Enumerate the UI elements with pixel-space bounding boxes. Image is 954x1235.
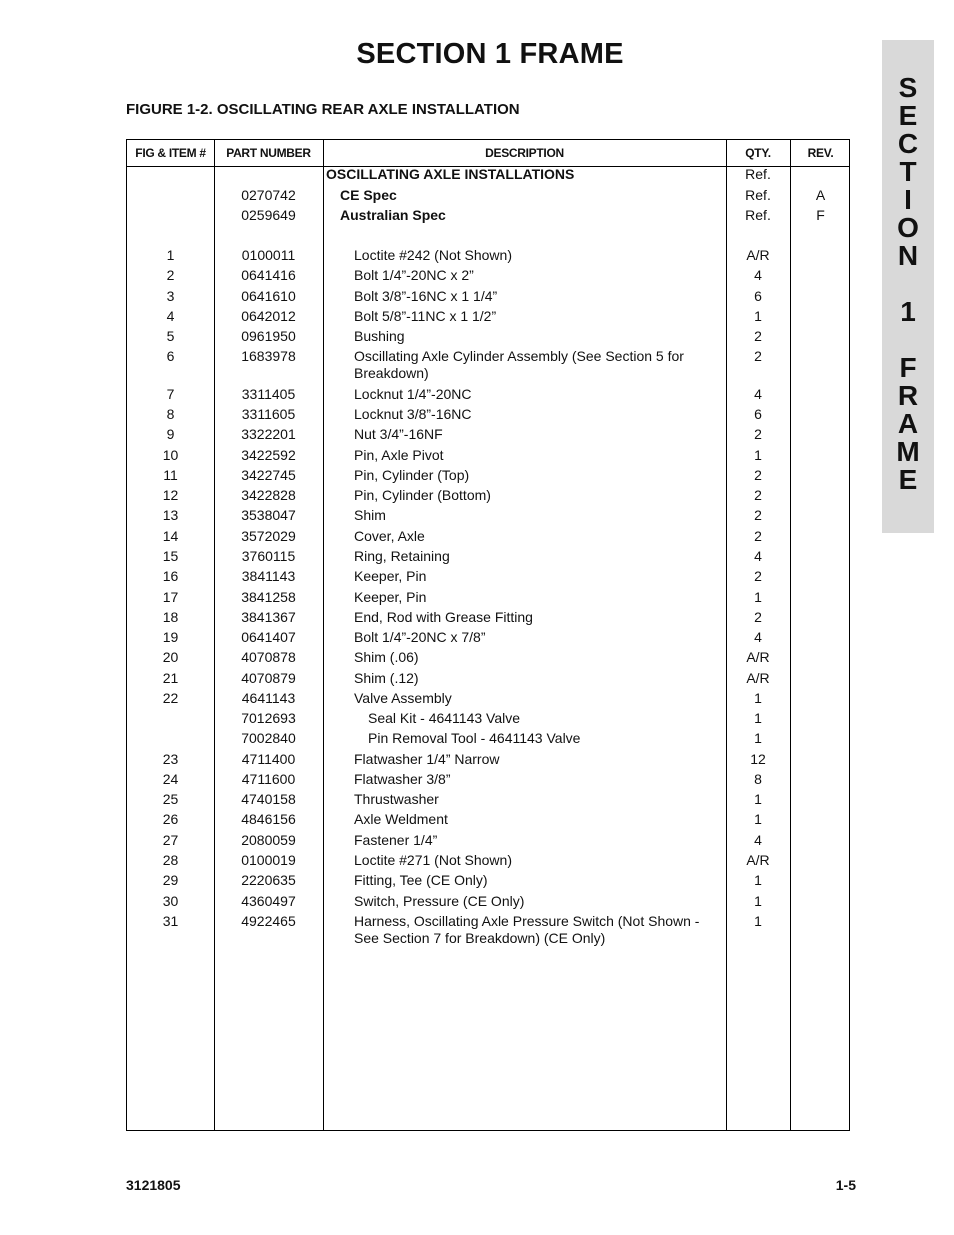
qty-cell: 1 xyxy=(754,710,762,726)
side-tab-letter: N xyxy=(897,240,919,271)
description-cell: Bushing xyxy=(354,328,405,344)
fig-item-cell: 12 xyxy=(162,487,179,503)
part-number-cell: 0641416 xyxy=(241,267,296,283)
fig-item-cell: 3 xyxy=(166,288,175,304)
description-cell: Loctite #271 (Not Shown) xyxy=(354,852,512,868)
description-cell: Bolt 5/8”-11NC x 1 1/2” xyxy=(354,308,497,324)
side-tab-letter: E xyxy=(898,100,918,131)
qty-cell: 6 xyxy=(754,406,762,422)
part-number-cell: 4360497 xyxy=(241,893,296,909)
part-number-cell: 4711400 xyxy=(241,751,296,767)
description-cell: Pin Removal Tool - 4641143 Valve xyxy=(368,730,581,746)
column-divider xyxy=(790,140,791,1130)
description-cell: Keeper, Pin xyxy=(354,589,427,605)
fig-item-cell: 22 xyxy=(162,690,179,706)
part-number-cell: 4846156 xyxy=(241,811,296,827)
part-number-cell: 7002840 xyxy=(241,730,296,746)
fig-item-cell: 18 xyxy=(162,609,179,625)
parts-table xyxy=(126,139,850,1131)
description-cell: Pin, Cylinder (Bottom) xyxy=(354,487,491,503)
part-number-cell: 3311405 xyxy=(241,386,296,402)
fig-item-cell: 5 xyxy=(166,328,175,344)
side-tab-letter: O xyxy=(897,212,919,243)
fig-item-cell: 14 xyxy=(162,528,179,544)
description-cell: End, Rod with Grease Fitting xyxy=(354,609,533,625)
description-cell: Bolt 3/8”-16NC x 1 1/4” xyxy=(354,288,498,304)
part-number-cell: 0961950 xyxy=(241,328,296,344)
part-number-cell: 4070879 xyxy=(241,670,296,686)
qty-cell: 8 xyxy=(754,771,762,787)
qty-cell: A/R xyxy=(746,649,770,665)
qty-cell: A/R xyxy=(746,852,770,868)
fig-item-cell: 8 xyxy=(166,406,175,422)
description-cell: Fitting, Tee (CE Only) xyxy=(354,872,488,888)
qty-cell: 1 xyxy=(754,589,762,605)
qty-cell: A/R xyxy=(746,670,770,686)
part-number-cell: 3760115 xyxy=(241,548,296,564)
fig-item-cell: 31 xyxy=(162,913,179,929)
side-tab-letter: S xyxy=(898,72,918,103)
fig-item-cell: 21 xyxy=(162,670,179,686)
description-cell: Loctite #242 (Not Shown) xyxy=(354,247,512,263)
part-number-cell: 3311605 xyxy=(241,406,296,422)
part-number-cell: 4922465 xyxy=(241,913,296,929)
qty-cell: 1 xyxy=(754,308,762,324)
qty-cell: 12 xyxy=(750,751,766,767)
side-tab-letter: A xyxy=(897,408,919,439)
description-cell: Pin, Axle Pivot xyxy=(354,447,444,463)
fig-item-cell: 10 xyxy=(162,447,179,463)
qty-cell: 1 xyxy=(754,811,762,827)
part-number-cell: 4641143 xyxy=(241,690,296,706)
description-cell: Cover, Axle xyxy=(354,528,425,544)
part-number-cell: 4711600 xyxy=(241,771,296,787)
side-tab-letter: 1 xyxy=(900,296,916,327)
description-cell: Shim xyxy=(354,507,386,523)
fig-item-cell: 15 xyxy=(162,548,179,564)
side-tab-letter: T xyxy=(899,156,917,187)
qty-cell: 1 xyxy=(754,791,762,807)
part-number-cell: 0642012 xyxy=(241,308,296,324)
side-tab-letter: M xyxy=(896,436,920,467)
fig-item-cell: 13 xyxy=(162,507,179,523)
qty-cell: 2 xyxy=(754,507,762,523)
description-cell: Locknut 1/4”-20NC xyxy=(354,386,472,402)
qty-cell: 4 xyxy=(754,267,762,283)
description-cell: Shim (.12) xyxy=(354,670,419,686)
qty-cell: 1 xyxy=(754,893,762,909)
side-tab-letter: F xyxy=(899,352,917,383)
qty-cell: 4 xyxy=(754,386,762,402)
part-number-cell: 0259649 xyxy=(241,207,296,223)
description-cell: Locknut 3/8”-16NC xyxy=(354,406,472,422)
qty-cell: 4 xyxy=(754,629,762,645)
part-number-cell: 0270742 xyxy=(241,187,296,203)
fig-item-cell: 7 xyxy=(166,386,175,402)
part-number-cell: 3538047 xyxy=(241,507,296,523)
description-cell: Pin, Cylinder (Top) xyxy=(354,467,470,483)
description-cell: Australian Spec xyxy=(340,207,446,223)
fig-item-cell: 20 xyxy=(162,649,179,665)
description-cell: Bolt 1/4”-20NC x 2” xyxy=(354,267,474,283)
description-cell: Valve Assembly xyxy=(354,690,452,706)
qty-cell: 1 xyxy=(754,730,762,746)
fig-item-cell: 17 xyxy=(162,589,179,605)
part-number-cell: 3422592 xyxy=(241,447,296,463)
qty-cell: 2 xyxy=(754,467,762,483)
rev-cell: F xyxy=(816,207,825,223)
side-tab-letter: I xyxy=(904,184,912,215)
fig-item-cell: 19 xyxy=(162,629,179,645)
qty-cell: 2 xyxy=(754,328,762,344)
fig-item-cell: 24 xyxy=(162,771,179,787)
description-cell: CE Spec xyxy=(340,187,397,203)
part-number-cell: 3841258 xyxy=(241,589,296,605)
qty-cell: 2 xyxy=(754,568,762,584)
qty-cell: 6 xyxy=(754,288,762,304)
fig-item-cell: 2 xyxy=(166,267,175,283)
part-number-cell: 1683978 xyxy=(241,348,296,364)
fig-item-cell: 1 xyxy=(166,247,175,263)
description-cell: Switch, Pressure (CE Only) xyxy=(354,893,525,909)
fig-item-cell: 26 xyxy=(162,811,179,827)
side-tab-letter: C xyxy=(897,128,919,159)
column-divider xyxy=(323,140,324,1130)
part-number-cell: 3422828 xyxy=(241,487,296,503)
part-number-cell: 3572029 xyxy=(241,528,296,544)
description-cell: Harness, Oscillating Axle Pressure Switch (Not Shown - See Section 7 for Breakdown) (CE Only) xyxy=(354,913,700,946)
fig-item-cell: 23 xyxy=(162,751,179,767)
section-title: SECTION 1 FRAME xyxy=(356,38,624,70)
description-cell: Shim (.06) xyxy=(354,649,419,665)
qty-cell: 4 xyxy=(754,832,762,848)
qty-cell: 1 xyxy=(754,447,762,463)
qty-cell: Ref. xyxy=(745,166,771,182)
qty-cell: 2 xyxy=(754,487,762,503)
column-header-fig: FIG & ITEM # xyxy=(135,146,206,160)
description-cell: Oscillating Axle Cylinder Assembly (See Section 5 for Breakdown) xyxy=(354,348,684,381)
page-number: 1-5 xyxy=(835,1177,856,1193)
qty-cell: 2 xyxy=(754,426,762,442)
fig-item-cell: 29 xyxy=(162,872,179,888)
column-header-qty: QTY. xyxy=(745,146,771,160)
part-number-cell: 3322201 xyxy=(241,426,296,442)
fig-item-cell: 11 xyxy=(163,467,178,483)
part-number-cell: 0100019 xyxy=(241,852,296,868)
qty-cell: 1 xyxy=(754,913,762,929)
rev-cell: A xyxy=(815,187,826,203)
qty-cell: 2 xyxy=(754,609,762,625)
description-cell: OSCILLATING AXLE INSTALLATIONS xyxy=(326,166,575,182)
fig-item-cell: 4 xyxy=(166,308,175,324)
qty-cell: 4 xyxy=(754,548,762,564)
description-cell: Axle Weldment xyxy=(354,811,448,827)
document-number: 3121805 xyxy=(126,1177,181,1193)
column-header-rev: REV. xyxy=(807,146,834,160)
description-cell: Fastener 1/4” xyxy=(354,832,438,848)
qty-cell: 1 xyxy=(754,872,762,888)
column-header-description: DESCRIPTION xyxy=(485,146,564,160)
description-cell: Seal Kit - 4641143 Valve xyxy=(368,710,521,726)
fig-item-cell: 28 xyxy=(162,852,179,868)
description-cell: Nut 3/4”-16NF xyxy=(354,426,443,442)
description-cell: Bolt 1/4”-20NC x 7/8” xyxy=(354,629,486,645)
qty-cell: 1 xyxy=(754,690,762,706)
qty-cell: 2 xyxy=(754,348,762,364)
qty-cell: A/R xyxy=(746,247,770,263)
section-side-tab xyxy=(882,40,934,533)
fig-item-cell: 9 xyxy=(166,426,175,442)
part-number-cell: 2220635 xyxy=(241,872,296,888)
part-number-cell: 7012693 xyxy=(241,710,296,726)
part-number-cell: 3841143 xyxy=(241,568,296,584)
part-number-cell: 4070878 xyxy=(241,649,296,665)
part-number-cell: 3422745 xyxy=(241,467,296,483)
description-cell: Thrustwasher xyxy=(354,791,439,807)
part-number-cell: 3841367 xyxy=(241,609,296,625)
side-tab-letter: R xyxy=(897,380,919,411)
description-cell: Flatwasher 1/4” Narrow xyxy=(354,751,500,767)
qty-cell: Ref. xyxy=(745,207,771,223)
qty-cell: 2 xyxy=(754,528,762,544)
part-number-cell: 0641610 xyxy=(241,288,296,304)
column-header-part-number: PART NUMBER xyxy=(226,146,311,160)
fig-item-cell: 25 xyxy=(162,791,179,807)
fig-item-cell: 6 xyxy=(166,348,175,364)
part-number-cell: 0100011 xyxy=(241,247,296,263)
fig-item-cell: 30 xyxy=(162,893,179,909)
part-number-cell: 2080059 xyxy=(241,832,296,848)
fig-item-cell: 27 xyxy=(162,832,179,848)
fig-item-cell: 16 xyxy=(162,568,179,584)
description-cell: Keeper, Pin xyxy=(354,568,427,584)
side-tab-letter: E xyxy=(898,464,918,495)
part-number-cell: 4740158 xyxy=(241,791,296,807)
part-number-cell: 0641407 xyxy=(241,629,296,645)
qty-cell: Ref. xyxy=(745,187,771,203)
description-cell: Ring, Retaining xyxy=(354,548,450,564)
figure-title: FIGURE 1-2. OSCILLATING REAR AXLE INSTALLATION xyxy=(126,101,520,118)
description-cell: Flatwasher 3/8” xyxy=(354,771,451,787)
